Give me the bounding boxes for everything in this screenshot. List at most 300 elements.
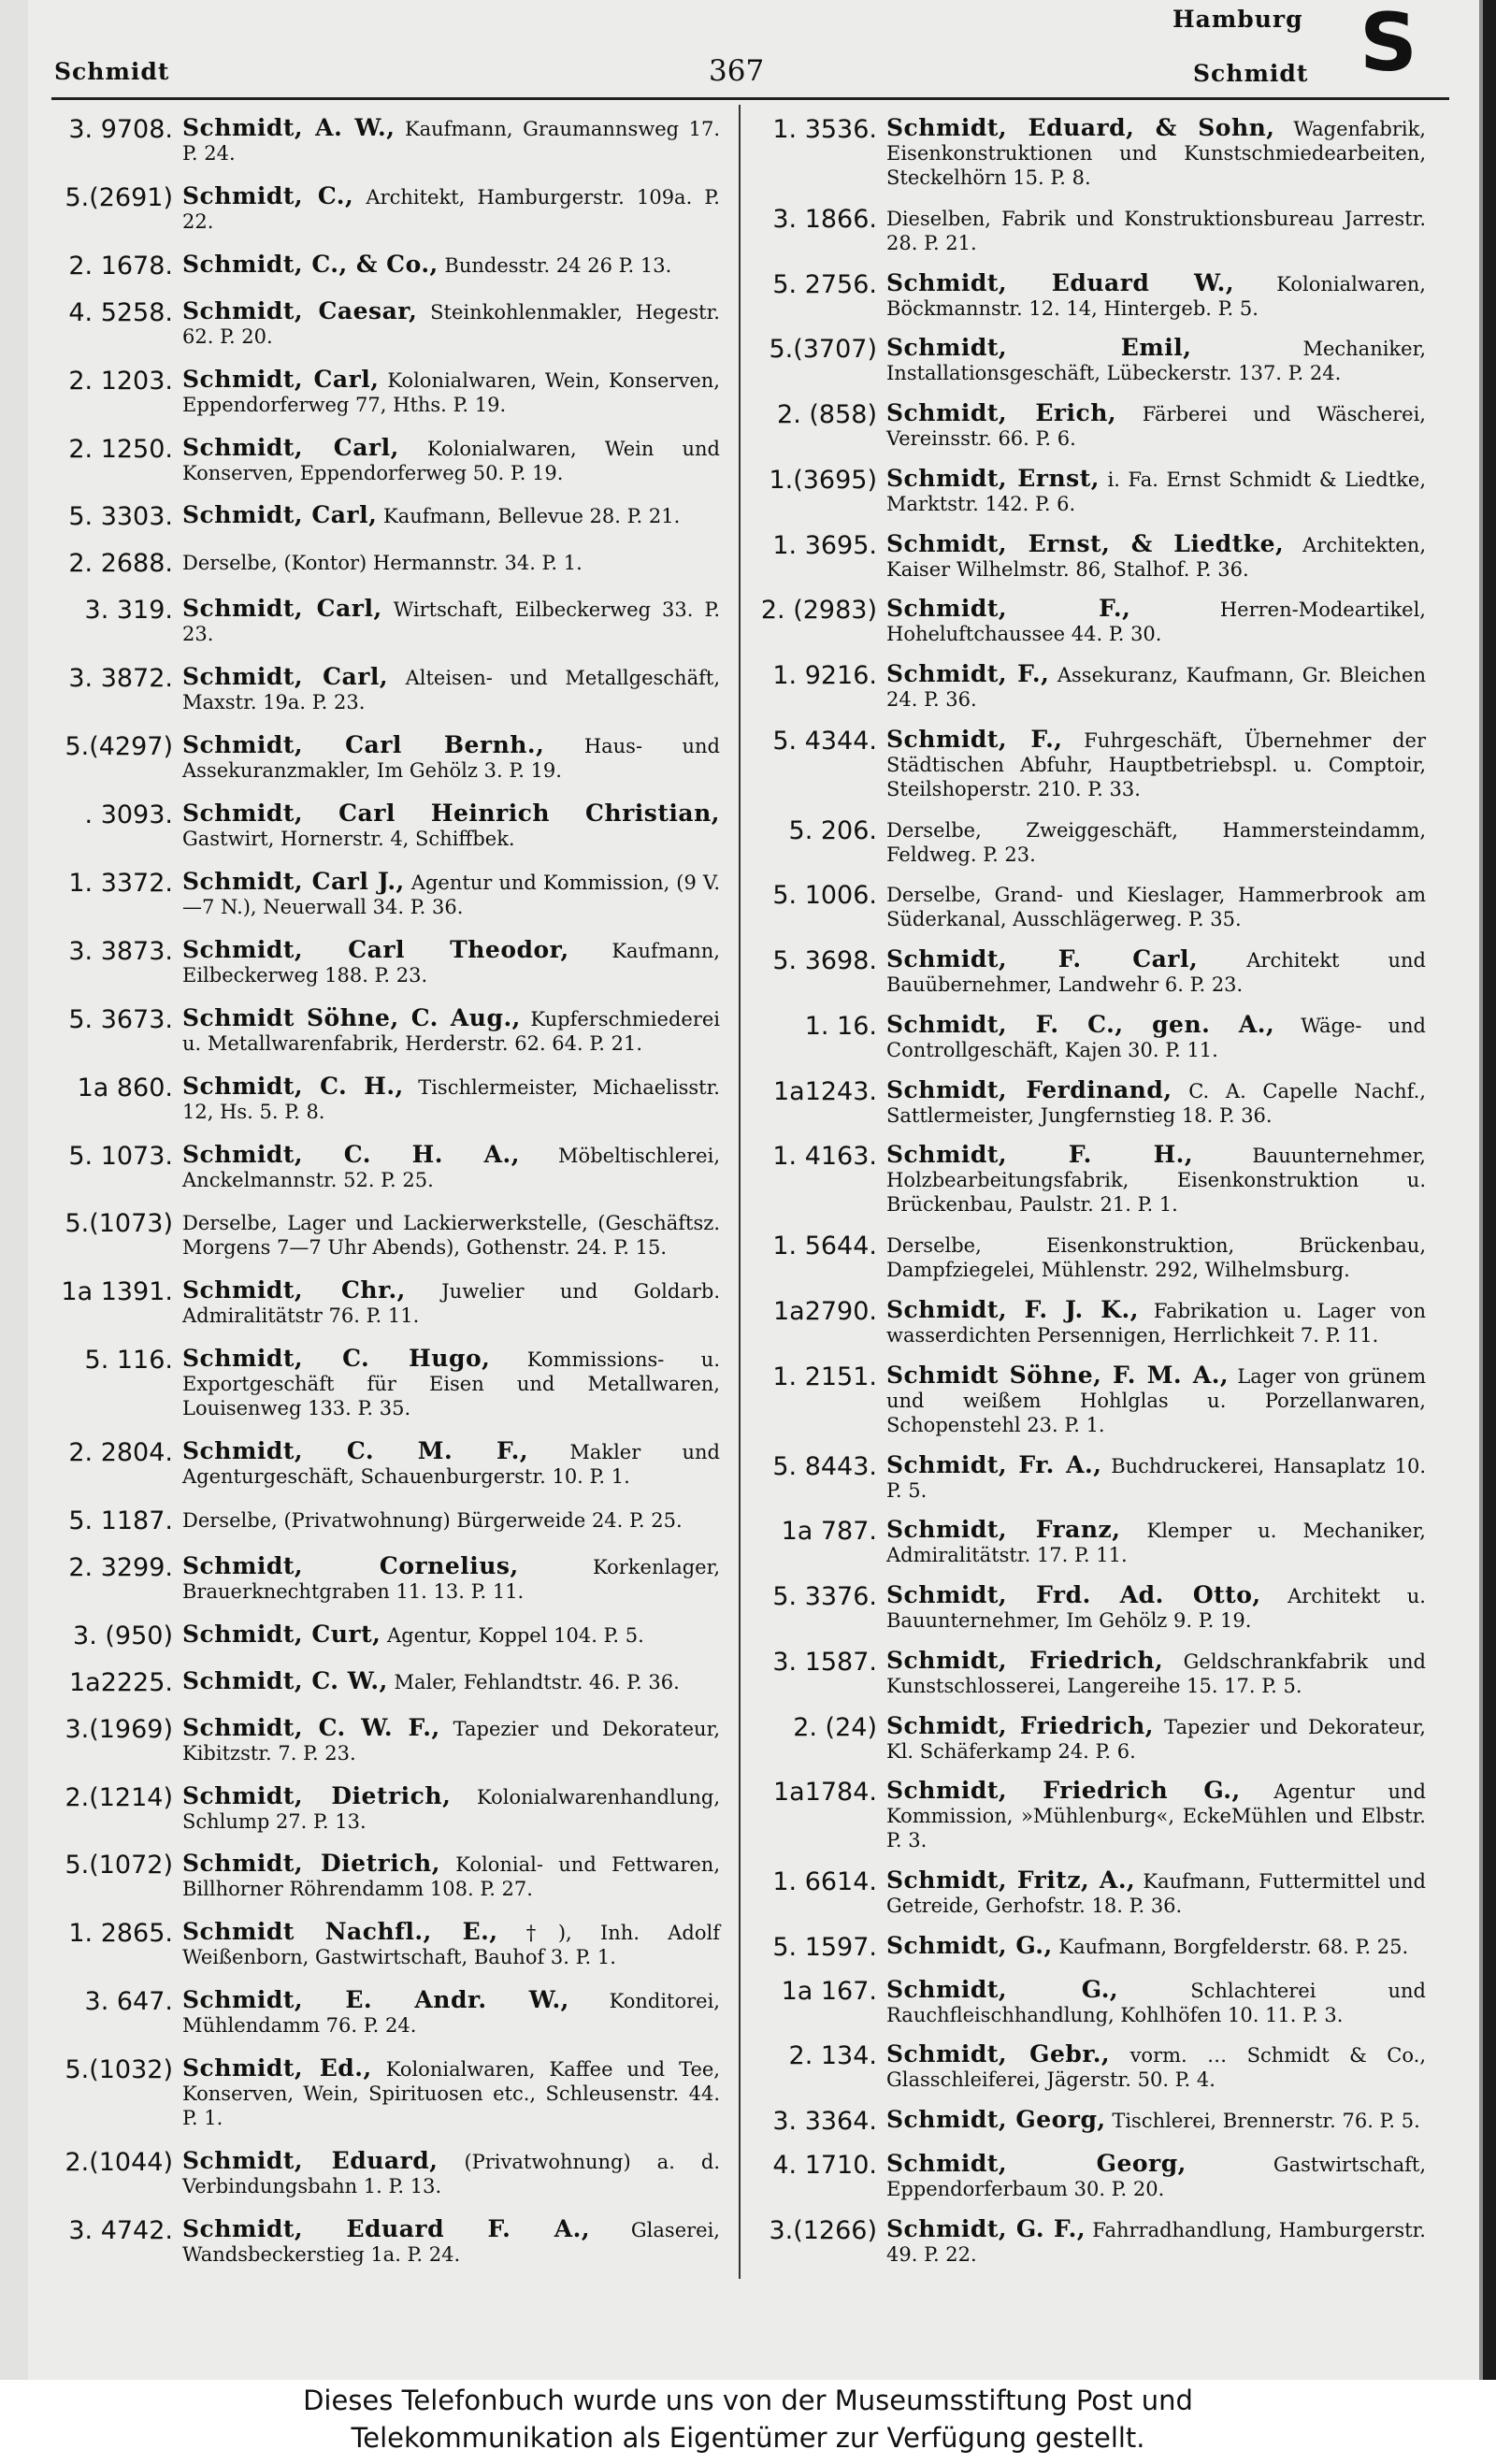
entry-description: Kolonialwarenhandlung, Schlump 27. P. 13. <box>182 1785 720 1833</box>
entry-description: Makler und Agenturgeschäft, Schauenburgerstr. 10. P. 1. <box>182 1441 720 1489</box>
phone-number: 5.(1072) <box>65 1851 173 1880</box>
entry-text <box>886 817 1426 867</box>
entry-description: Mechaniker, Installationsgeschäft, Lübeckerstr. 137. P. 24. <box>886 338 1426 385</box>
phone-number: 1. 5644. <box>772 1232 877 1261</box>
entry-text <box>886 2149 1426 2201</box>
directory-entry <box>51 433 720 485</box>
entry-name: Schmidt, F. C., gen. A., <box>886 1010 1275 1038</box>
directory-entry <box>755 1931 1426 1962</box>
entry-text <box>886 529 1426 582</box>
directory-entry <box>51 252 720 281</box>
entry-text <box>182 733 720 783</box>
entry-description: Tapezier und Dekorateur, Kibitzstr. 7. P. 23. <box>182 1717 720 1765</box>
entry-name: Schmidt, C. H., <box>182 1072 404 1100</box>
entry-text <box>182 2217 720 2267</box>
directory-entry <box>755 206 1426 255</box>
entry-description: Wirtschaft, Eilbeckerweg 33. P. 23. <box>182 598 720 646</box>
entry-description: Kolonial- und Fettwaren, Billhorner Röhrendamm 108. P. 27. <box>182 1853 720 1901</box>
phone-number: 3.(1969) <box>65 1714 173 1744</box>
phone-number: 5. 1187. <box>68 1506 173 1536</box>
directory-entry <box>755 725 1426 801</box>
entry-description: Kaufmann, Bellevue 28. P. 21. <box>383 505 681 528</box>
entry-text <box>182 1920 720 1969</box>
entry-text <box>182 1003 720 1056</box>
entry-name: Schmidt, Dietrich, <box>182 1850 440 1878</box>
entry-text <box>886 1975 1426 2027</box>
directory-entry <box>51 2149 720 2198</box>
phone-number: 2. (858) <box>777 400 877 430</box>
entry-description: Geldschrankfabrik und Kunstschlosserei, Langereihe 15. 17. P. 5. <box>886 1650 1426 1697</box>
phone-number: . 3093. <box>84 800 173 829</box>
directory-entry <box>51 1003 720 1056</box>
directory-entry <box>51 1140 720 1192</box>
phone-number: 5. 3673. <box>68 1004 173 1034</box>
entry-text <box>182 597 720 646</box>
directory-entry <box>51 550 720 578</box>
entry-name: Schmidt, Ed., <box>182 2054 372 2082</box>
entry-description: Wagenfabrik, Eisenkonstruktionen und Kunstschmiedearbeiten, Steckelhörn 15. P. 8. <box>886 118 1426 189</box>
page-number: 367 <box>709 54 765 88</box>
entry-description: Buchdruckerei, Hansaplatz 10. P. 5. <box>886 1454 1426 1502</box>
entry-text <box>182 181 720 234</box>
phone-number: 1. 2865. <box>68 1919 173 1949</box>
entry-text <box>886 597 1426 646</box>
directory-entry <box>51 1920 720 1969</box>
entry-description: Tapezier und Dekorateur, Kl. Schäferkamp 24. P. 6. <box>886 1715 1426 1763</box>
entry-name: Schmidt, F. Carl, <box>886 945 1199 973</box>
directory-entry <box>755 464 1426 516</box>
entry-description: Gastwirt, Hornerstr. 4, Schiffbek. <box>182 827 515 850</box>
directory-entry <box>755 1975 1426 2027</box>
entry-text <box>886 2042 1426 2092</box>
entry-name: Schmidt, C. Hugo, <box>182 1345 491 1373</box>
entry-text <box>182 550 720 575</box>
entry-text <box>182 1140 720 1192</box>
entry-name: Schmidt, F. H., <box>886 1141 1194 1169</box>
directory-entry <box>51 733 720 783</box>
entry-name: Schmidt, C., & Co., <box>182 250 439 278</box>
phone-number: 5. 2756. <box>772 269 877 299</box>
entry-name: Schmidt, C. W., <box>182 1666 388 1694</box>
phone-number: 1a 167. <box>781 1976 877 2006</box>
directory-entry <box>755 947 1426 997</box>
entry-text <box>886 1583 1426 1633</box>
entry-name: Schmidt, F., <box>886 725 1063 753</box>
entry-text <box>182 1439 720 1489</box>
entry-name: Schmidt, Eduard F. A., <box>182 2215 591 2242</box>
entry-text <box>886 2108 1426 2133</box>
header-city: Hamburg <box>1172 6 1303 33</box>
entry-text <box>182 1988 720 2038</box>
entry-text <box>886 336 1426 385</box>
entry-description: Fuhrgeschäft, Übernehmer der Städtischen Abfuhr, Hauptbetriebspl. u. Comptoir, Steilshoperstr. 210. P. 33. <box>886 728 1426 800</box>
directory-entry <box>755 1232 1426 1282</box>
directory-entry <box>755 2108 1426 2136</box>
entry-text <box>182 1278 720 1328</box>
entry-description: Tischlermeister, Michaelisstr. 12, Hs. 5. P. 8. <box>182 1075 720 1123</box>
entry-name: Schmidt, C. M. F., <box>182 1437 529 1465</box>
entry-text <box>182 935 720 987</box>
phone-number: 3. 3364. <box>772 2107 877 2137</box>
entry-name: Schmidt, G., <box>886 1975 1119 2003</box>
entry-description: Haus- und Assekuranzmakler, Im Gehölz 3. P. 19. <box>182 735 720 783</box>
entry-name: Schmidt, Carl, <box>182 595 382 623</box>
entry-text <box>182 1210 720 1260</box>
page-edge <box>1483 0 1496 2380</box>
directory-entry <box>51 1988 720 2038</box>
header-right-name: Schmidt <box>1193 60 1309 87</box>
entry-text <box>886 116 1426 190</box>
directory-entry <box>755 1298 1426 1347</box>
directory-entry <box>51 1074 720 1124</box>
directory-entry <box>51 296 720 349</box>
entry-description: Architekten, Kaiser Wilhelmstr. 86, Stalhof. P. 36. <box>886 533 1426 581</box>
directory-entry <box>51 503 720 531</box>
directory-entry <box>51 116 720 166</box>
entry-name: Schmidt, Emil, <box>886 334 1192 362</box>
phone-number: 3. 9708. <box>68 115 173 144</box>
entry-description: Möbeltischlerei, Anckelmannstr. 52. P. 25. <box>182 1144 720 1191</box>
phone-number: 5. 8443. <box>772 1451 877 1481</box>
entry-name: Schmidt, Carl, <box>182 365 380 393</box>
directory-entry <box>51 1439 720 1489</box>
entry-name: Schmidt, Cornelius, <box>182 1551 519 1579</box>
directory-entry <box>755 529 1426 582</box>
phone-number: 3. 3873. <box>68 936 173 966</box>
directory-entry <box>51 801 720 851</box>
entry-description: Kaufmann, Futtermittel und Getreide, Gerhofstr. 18. P. 36. <box>886 1870 1426 1918</box>
entry-description: C. A. Capelle Nachf., Sattlermeister, Jungfernstieg 18. P. 36. <box>886 1079 1426 1127</box>
phone-number: 5.(1032) <box>65 2055 173 2085</box>
phone-number: 2. 1203. <box>68 366 173 396</box>
entry-description: Schlachterei und Rauchfleischhandlung, Kohlhöfen 10. 11. P. 3. <box>886 1979 1426 2026</box>
entry-description: †), Inh. Adolf Weißenborn, Gastwirtschaft, Bauhof 3. P. 1. <box>182 1922 720 1969</box>
directory-entry <box>755 662 1426 712</box>
entry-description: Juwelier und Goldarb. Admiralitätstr 76. P. 11. <box>182 1280 720 1328</box>
entry-name: Schmidt, Chr., <box>182 1276 406 1304</box>
entry-text <box>886 947 1426 997</box>
directory-entry <box>755 1779 1426 1852</box>
entry-text <box>886 725 1426 801</box>
directory-entry <box>755 336 1426 385</box>
entry-description: Derselbe, Lager und Lackierwerkstelle, (Geschäftsz. Morgens 7—7 Uhr Abends), Gothenstr. 24. P. 15. <box>182 1212 720 1260</box>
entry-text <box>182 2149 720 2198</box>
entry-text <box>886 1779 1426 1852</box>
entry-description: Konditorei, Mühlendamm 76. P. 24. <box>182 1990 720 2038</box>
phone-number: 3. (950) <box>73 1621 173 1650</box>
entry-text <box>886 1868 1426 1918</box>
footer-line-1: Dieses Telefonbuch wurde uns von der Museumsstiftung Post und <box>303 2385 1193 2416</box>
entry-description: Alteisen- und Metallgeschäft, Maxstr. 19a. P. 23. <box>182 667 720 714</box>
entry-text <box>886 1931 1426 1959</box>
entry-name: Schmidt, Friedrich, <box>886 1711 1154 1739</box>
entry-name: Schmidt, Carl Bernh., <box>182 731 545 759</box>
phone-number: 5. 3376. <box>772 1582 877 1612</box>
phone-number: 2. 2688. <box>68 549 173 579</box>
phone-number: 5. 1006. <box>772 881 877 911</box>
phone-number: 3. 1587. <box>772 1647 877 1677</box>
entry-text <box>182 1551 720 1604</box>
entry-description: Klemper u. Mechaniker, Admiralitätstr. 17. P. 11. <box>886 1520 1426 1567</box>
entry-name: Schmidt, C. W. F., <box>182 1713 440 1741</box>
phone-number: 1a 860. <box>77 1073 173 1102</box>
entry-text <box>182 801 720 851</box>
entry-text <box>886 1518 1426 1567</box>
entry-name: Schmidt, Erich, <box>886 399 1117 427</box>
phone-number: 1a1243. <box>772 1076 877 1106</box>
entry-name: Schmidt, Eduard, <box>182 2147 439 2175</box>
entry-description: Färberei und Wäscherei, Vereinsstr. 66. P. 6. <box>886 403 1426 451</box>
entry-description: Kaufmann, Graumannsweg 17. P. 24. <box>182 118 720 165</box>
entry-name: Schmidt, Fr. A., <box>886 1450 1102 1478</box>
entry-text <box>886 662 1426 712</box>
entry-description: Steinkohlenmakler, Hegestr. 62. P. 20. <box>182 300 720 348</box>
phone-number: 2. 134. <box>788 2041 877 2071</box>
phone-number: 5. 4344. <box>772 726 877 756</box>
phone-number: 1.(3695) <box>769 465 877 495</box>
entry-description: (Privatwohnung) a. d. Verbindungsbahn 1. P. 13. <box>182 2151 720 2198</box>
entry-description: Derselbe, (Kontor) Hermannstr. 34. P. 1. <box>182 552 583 575</box>
directory-entry <box>755 1450 1426 1503</box>
directory-entry <box>51 1347 720 1420</box>
directory-entry <box>51 1713 720 1765</box>
directory-entry <box>51 1507 720 1535</box>
entry-description: Kolonialwaren, Böckmannstr. 12. 14, Hintergeb. P. 5. <box>886 272 1426 320</box>
entry-text <box>182 2056 720 2130</box>
phone-number: 1a 1391. <box>61 1277 173 1307</box>
phone-number: 1. 4163. <box>772 1142 877 1172</box>
phone-number: 2.(1044) <box>65 2148 173 2178</box>
footer-note <box>0 2380 1496 2464</box>
directory-entry <box>755 1583 1426 1633</box>
entry-description: Architekt und Bauübernehmer, Landwehr 6. P. 23. <box>886 949 1427 997</box>
entry-description: vorm. … Schmidt & Co., Glasschleiferei, Jägerstr. 50. P. 4. <box>886 2044 1426 2092</box>
entry-name: Schmidt, E. Andr. W., <box>182 1986 569 2014</box>
header-letter: S <box>1359 0 1417 90</box>
entry-description: Herren-Modeartikel, Hoheluftchaussee 44. P. 30. <box>886 598 1426 646</box>
header-left-name: Schmidt <box>54 58 170 85</box>
entry-description: Kupferschmiederei u. Metallwarenfabrik, Herderstr. 62. 64. P. 21. <box>182 1007 720 1055</box>
phone-number: 5.(3707) <box>769 335 877 365</box>
directory-entry <box>51 665 720 714</box>
phone-number: 5. 3698. <box>772 946 877 976</box>
phone-number: 5. 1597. <box>772 1932 877 1962</box>
phone-number: 5.(2691) <box>65 182 173 212</box>
entry-text <box>886 2214 1426 2267</box>
phone-number: 5. 3303. <box>68 502 173 532</box>
entry-text <box>886 401 1426 451</box>
directory-entry <box>755 1868 1426 1918</box>
entry-text <box>182 1622 720 1648</box>
entry-text <box>886 464 1426 516</box>
entry-description: Dieselben, Fabrik und Konstruktionsbureau Jarrestr. 28. P. 21. <box>886 207 1426 254</box>
entry-description: Kaufmann, Borgfelderstr. 68. P. 25. <box>1058 1935 1409 1958</box>
entry-description: Bauunternehmer, Holzbearbeitungsfabrik, Eisenkonstruktion u. Brückenbau, Paulstr. 21. P. 1. <box>886 1145 1426 1217</box>
phone-number: 1. 2151. <box>772 1362 877 1391</box>
phone-number: 2. 2804. <box>68 1438 173 1468</box>
entry-name: Schmidt, Eduard W., <box>886 268 1235 296</box>
entry-text <box>182 1347 720 1420</box>
entry-text <box>182 1074 720 1124</box>
entry-name: Schmidt, Carl Heinrich Christian, <box>182 799 720 827</box>
entry-text <box>182 296 720 349</box>
entry-text <box>886 1143 1426 1217</box>
entry-name: Schmidt, Carl, <box>182 501 378 529</box>
entry-description: Kommissions- u. Exportgeschäft für Eisen und Metallwaren, Louisenweg 133. P. 35. <box>182 1348 720 1420</box>
directory-entry <box>51 1781 720 1834</box>
phone-number: 5. 1073. <box>68 1141 173 1171</box>
phone-number: 5.(4297) <box>65 732 173 762</box>
phone-number: 5. 206. <box>788 815 877 845</box>
entry-name: Schmidt, F., <box>886 595 1131 623</box>
entry-name: Schmidt, Frd. Ad. Otto, <box>886 1581 1261 1609</box>
entry-description: Derselbe, Grand- und Kieslager, Hammerbrook am Süderkanal, Ausschlägerweg. P. 35. <box>886 884 1426 931</box>
entry-text <box>182 1781 720 1834</box>
entry-name: Schmidt, G. F., <box>886 2214 1086 2242</box>
entry-description: Agentur und Kommission, (9 V.—7 N.), Neuerwall 34. P. 36. <box>182 871 720 918</box>
directory-entry <box>755 1363 1426 1437</box>
phone-number: 1a 787. <box>781 1517 877 1547</box>
entry-text <box>886 268 1426 321</box>
entry-name: Schmidt Söhne, F. M. A., <box>886 1361 1230 1389</box>
directory-entry <box>755 882 1426 931</box>
entry-description: Kolonialwaren, Wein, Konserven, Eppendorferweg 77, Hths. P. 19. <box>182 368 720 416</box>
phone-number: 2.(1214) <box>65 1782 173 1812</box>
phone-number: 3. 647. <box>84 1987 173 2017</box>
entry-text <box>182 367 720 417</box>
entry-name: Schmidt, Ernst, & Liedtke, <box>886 529 1285 557</box>
entry-description: Lager von grünem und weißem Hohlglas u. Porzellanwaren, Schopenstehl 23. P. 1. <box>886 1364 1426 1436</box>
directory-entry <box>51 867 720 919</box>
phone-number: 3. 1866. <box>772 204 877 234</box>
entry-text <box>886 206 1426 255</box>
entry-text <box>182 1507 720 1533</box>
entry-name: Schmidt, C. H. A., <box>182 1140 520 1168</box>
entry-description: Fahrradhandlung, Hamburgerstr. 49. P. 22. <box>886 2218 1426 2266</box>
entry-text <box>182 1713 720 1765</box>
phone-number: 5.(1073) <box>65 1209 173 1239</box>
entry-description: Fabrikation u. Lager von wasserdichten Persennigen, Herrlichkeit 7. P. 11. <box>886 1300 1426 1347</box>
header-rule <box>51 97 1449 100</box>
entry-description: Derselbe, (Privatwohnung) Bürgerweide 24. P. 25. <box>182 1509 683 1533</box>
entry-name: Schmidt, F. J. K., <box>886 1296 1139 1324</box>
entry-text <box>886 1450 1426 1503</box>
directory-entry <box>755 268 1426 321</box>
entry-description: Derselbe, Zweiggeschäft, Hammersteindamm, Feldweg. P. 23. <box>886 818 1426 866</box>
entry-description: Glaserei, Wandsbeckerstieg 1a. P. 24. <box>182 2219 720 2266</box>
entry-description: Agentur, Koppel 104. P. 5. <box>387 1623 644 1647</box>
right-column <box>755 116 1426 2267</box>
entry-name: Schmidt, Fritz, A., <box>886 1866 1136 1895</box>
entry-text <box>886 1232 1426 1282</box>
phone-number: 1. 3695. <box>772 530 877 560</box>
directory-entry <box>51 597 720 646</box>
entry-name: Schmidt, Carl, <box>182 433 399 461</box>
entry-name: Schmidt, Ferdinand, <box>886 1075 1172 1103</box>
entry-name: Schmidt, Carl Theodor, <box>182 935 569 963</box>
directory-entry <box>755 1711 1426 1764</box>
directory-entry <box>51 2217 720 2267</box>
directory-entry <box>51 1666 720 1697</box>
phone-number: 1a2225. <box>68 1667 173 1697</box>
phone-number: 1. 6614. <box>772 1867 877 1897</box>
entry-name: Schmidt, A. W., <box>182 114 396 141</box>
directory-entry <box>755 1143 1426 1217</box>
phone-number: 4. 5258. <box>68 297 173 327</box>
entry-text <box>886 1075 1426 1128</box>
phone-number: 2. 3299. <box>68 1552 173 1582</box>
entry-name: Schmidt, Carl J., <box>182 867 405 895</box>
directory-entry <box>755 597 1426 646</box>
phone-number: 1a1784. <box>772 1778 877 1808</box>
entry-text <box>182 867 720 919</box>
entry-name: Schmidt Nachfl., E., <box>182 1918 498 1946</box>
left-column <box>51 116 720 2267</box>
entry-text <box>886 1711 1426 1764</box>
entry-description: Derselbe, Eisenkonstruktion, Brückenbau, Dampfziegelei, Mühlenstr. 292, Wilhelmsburg. <box>886 1234 1426 1282</box>
phone-number: 4. 1710. <box>772 2150 877 2180</box>
entry-description: Kolonialwaren, Wein und Konserven, Eppendorferweg 50. P. 19. <box>182 437 720 484</box>
entry-name: Schmidt, Curt, <box>182 1620 381 1648</box>
entry-name: Schmidt, Ernst, <box>886 464 1100 492</box>
directory-entry <box>51 1210 720 1260</box>
entry-name: Schmidt, C., <box>182 181 354 209</box>
entry-text <box>886 1646 1426 1698</box>
entry-description: Architekt, Hamburgerstr. 109a. P. 22. <box>182 185 720 233</box>
entry-description: Kaufmann, Eilbeckerweg 188. P. 23. <box>182 939 720 987</box>
phone-number: 3. 4742. <box>68 2216 173 2245</box>
directory-entry <box>51 1852 720 1901</box>
entry-text <box>886 1298 1426 1347</box>
entry-name: Schmidt, Georg, <box>886 2149 1187 2177</box>
phone-number: 1. 3372. <box>68 868 173 898</box>
phone-number: 1. 16. <box>804 1011 877 1041</box>
entry-text <box>182 1666 720 1694</box>
phone-number: 3. 3872. <box>68 664 173 694</box>
phone-number: 1. 9216. <box>772 661 877 691</box>
entry-description: Agentur und Kommission, »Mühlenburg«, EckeMühlen und Elbstr. P. 3. <box>886 1780 1426 1852</box>
entry-description: Gastwirtschaft, Eppendorferbaum 30. P. 20. <box>886 2153 1426 2200</box>
entry-text <box>182 116 720 166</box>
entry-text <box>886 882 1426 931</box>
directory-entry <box>755 1646 1426 1698</box>
entry-text <box>182 503 720 528</box>
phone-number: 2. (24) <box>793 1712 877 1742</box>
entry-name: Schmidt, Carl, <box>182 663 389 691</box>
entry-text <box>182 1852 720 1901</box>
phone-number: 3. 319. <box>84 596 173 626</box>
directory-entry <box>51 367 720 417</box>
entry-text <box>182 252 720 278</box>
directory-entry <box>51 935 720 987</box>
entry-description: i. Fa. Ernst Schmidt & Liedtke, Marktstr. 142. P. 6. <box>886 468 1426 515</box>
left-gutter <box>0 0 28 2380</box>
column-divider <box>739 105 741 2279</box>
entry-text <box>182 433 720 485</box>
entry-name: Schmidt, Georg, <box>886 2106 1106 2134</box>
directory-entry <box>755 116 1426 190</box>
directory-entry <box>755 2214 1426 2267</box>
entry-description: Korkenlager, Brauerknechtgraben 11. 13. P. 11. <box>182 1555 720 1603</box>
directory-entry <box>51 1551 720 1604</box>
entry-name: Schmidt, Friedrich G., <box>886 1777 1241 1805</box>
entry-description: Tischlerei, Brennerstr. 76. P. 5. <box>1112 2110 1420 2133</box>
entry-description: Bundesstr. 24 26 P. 13. <box>444 253 672 277</box>
entry-name: Schmidt, Gebr., <box>886 2040 1111 2068</box>
directory-entry <box>51 181 720 234</box>
phone-number: 5. 116. <box>84 1346 173 1376</box>
entry-text <box>886 1363 1426 1437</box>
